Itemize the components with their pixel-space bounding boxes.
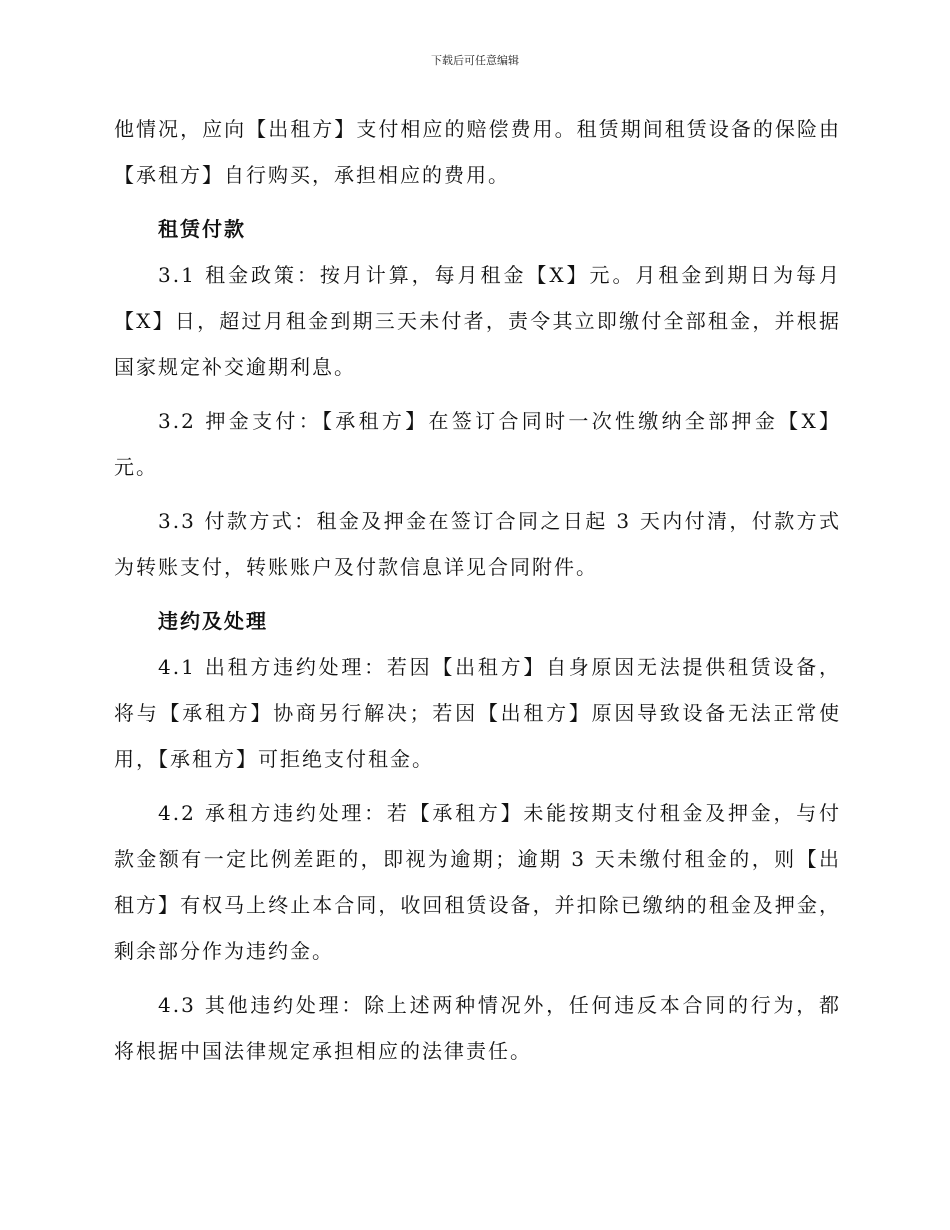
page-header-note: 下载后可任意编辑: [431, 54, 519, 67]
section-title-breach: 违约及处理: [158, 609, 268, 633]
paragraph-insurance: 他情况，应向【出租方】支付相应的赔偿费用。租赁期间租赁设备的保险由【承租方】自行购买，承担相应的费用。: [114, 117, 841, 187]
paragraph-3-1: 3.1 租金政策：按月计算，每月租金【X】元。月租金到期日为每月【X】日，超过月租金到期三天未付者，责令其立即缴付全部租金，并根据国家规定补交逾期利息。: [114, 263, 841, 379]
paragraph-3-2: 3.2 押金支付：【承租方】在签订合同时一次性缴纳全部押金【X】元。: [114, 409, 841, 479]
paragraph-4-2: 4.2 承租方违约处理：若【承租方】未能按期支付租金及押金，与付款金额有一定比例差距的，即视为逾期；逾期 3 天未缴付租金的，则【出租方】有权马上终止本合同，收回租赁设备，并扣除已缴纳的租金及押金，剩余部分作为违约金。: [114, 801, 841, 963]
paragraph-4-3: 4.3 其他违约处理：除上述两种情况外，任何违反本合同的行为，都将根据中国法律规定承担相应的法律责任。: [114, 993, 841, 1063]
document-body: [114, 106, 841, 1082]
section-title-payment: 租赁付款: [158, 217, 246, 241]
paragraph-3-3: 3.3 付款方式：租金及押金在签订合同之日起 3 天内付清，付款方式为转账支付，转账账户及付款信息详见合同附件。: [114, 509, 841, 579]
paragraph-4-1: 4.1 出租方违约处理：若因【出租方】自身原因无法提供租赁设备，将与【承租方】协商另行解决；若因【出租方】原因导致设备无法正常使用，【承租方】可拒绝支付租金。: [114, 655, 841, 771]
